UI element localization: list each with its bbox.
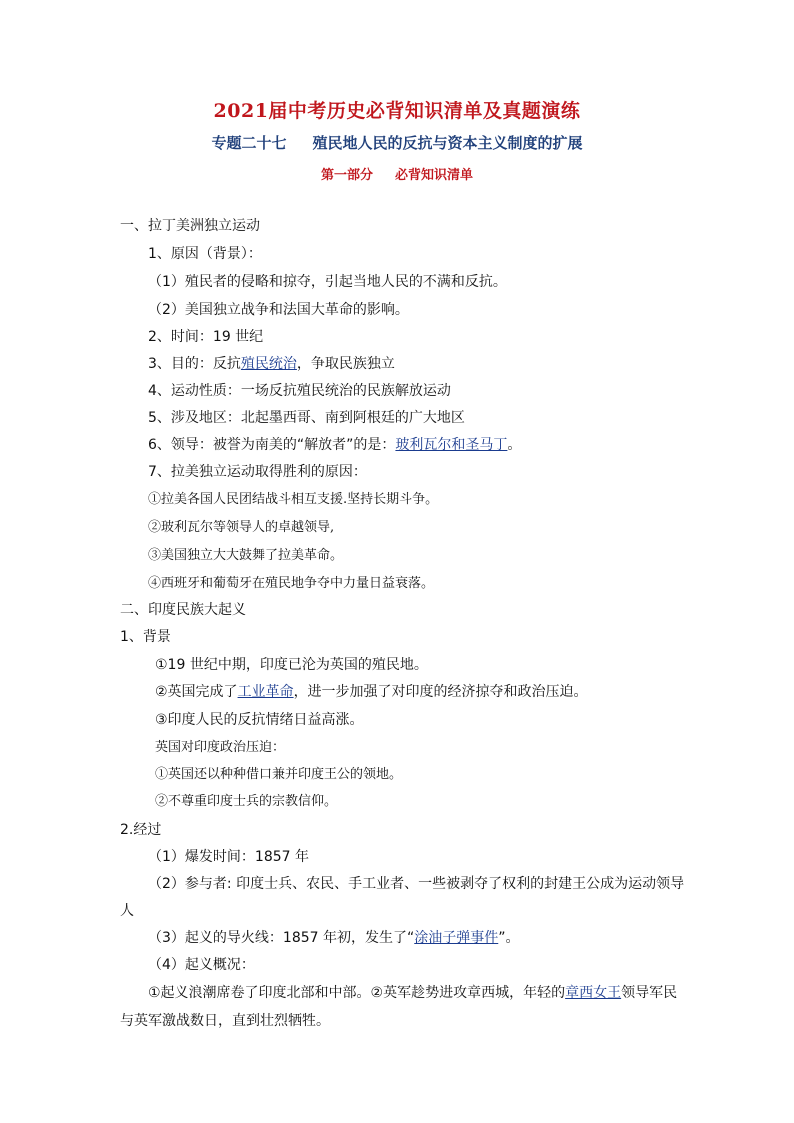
bolivar-san-martin-link[interactable]: 玻利瓦尔和圣马丁	[395, 437, 508, 453]
fuse-text-end: ”。	[498, 930, 520, 946]
oppression-item-1: ①英国还以种种借口兼并印度王公的领地。	[155, 767, 403, 782]
part-name: 必背知识清单	[395, 168, 474, 183]
overview-item	[148, 983, 677, 1003]
purpose-text-end: ，争取民族独立	[296, 356, 395, 372]
reason-item-2: ②玻利瓦尔等领导人的卓越领导,	[148, 520, 335, 535]
topic-name: 殖民地人民的反抗与资本主义制度的扩展	[312, 134, 583, 152]
purpose-text: 3、目的：反抗	[148, 356, 241, 372]
outbreak-item: （1）爆发时间：1857 年	[148, 849, 309, 865]
part-label: 第一部分	[320, 168, 373, 183]
oppression-item-2: ②不尊重印度士兵的宗教信仰。	[155, 794, 338, 809]
topic-subtitle	[0, 132, 794, 153]
time-item: 2、时间：19 世纪	[148, 329, 264, 345]
industrial-revolution-link[interactable]: 工业革命	[237, 684, 294, 700]
reason-item-3: ③美国独立大大鼓舞了拉美革命。	[148, 548, 344, 563]
leader-text: 6、领导：被誉为南美的“解放者”的是：	[148, 437, 396, 453]
course-label: 2.经过	[120, 822, 162, 838]
fuse-text: （3）起义的导火线：1857 年初，发生了“	[148, 930, 415, 946]
overview-text: ①起义浪潮席卷了印度北部和中部。②英军趁势进攻章西城，年轻的	[148, 985, 566, 1001]
purpose-item	[148, 354, 395, 374]
topic-number: 专题二十七	[211, 134, 287, 152]
background-label: 1、背景	[120, 629, 171, 645]
overview-item-cont: 与英军激战数日，直到壮烈牺牲。	[120, 1013, 330, 1029]
cause-label: 1、原因（背景）：	[148, 246, 262, 262]
cause-item-1: （1）殖民者的侵略和掠夺，引起当地人民的不满和反抗。	[148, 274, 507, 290]
reason-item-1: ①拉美各国人民团结战斗相互支援.坚持长期斗争。	[148, 492, 439, 507]
overview-label: （4）起义概况：	[148, 957, 255, 973]
background-item-3: ③印度人民的反抗情绪日益高涨。	[155, 712, 364, 728]
leader-text-end: 。	[507, 437, 522, 453]
greased-cartridge-link[interactable]: 涂油子弹事件	[414, 930, 499, 946]
fuse-item	[148, 928, 520, 948]
cause-item-2: （2）美国独立战争和法国大革命的影响。	[148, 302, 409, 318]
colonial-rule-link[interactable]: 殖民统治	[240, 356, 297, 372]
region-item: 5、涉及地区：北起墨西哥、南到阿根廷的广大地区	[148, 410, 465, 426]
part-heading	[0, 164, 794, 183]
nature-item: 4、运动性质：一场反抗殖民统治的民族解放运动	[148, 383, 451, 399]
rani-of-jhansi-link[interactable]: 章西女王	[565, 985, 622, 1001]
section1-heading: 一、拉丁美洲独立运动	[120, 218, 260, 234]
leader-item	[148, 435, 521, 455]
background-text-end: ，进一步加强了对印度的经济掠夺和政治压迫。	[293, 684, 588, 700]
background-item-1: ①19 世纪中期，印度已沦为英国的殖民地。	[155, 657, 428, 673]
participants-item-cont: 人	[120, 903, 134, 919]
oppression-label: 英国对印度政治压迫：	[155, 740, 286, 755]
reason-item-4: ④西班牙和葡萄牙在殖民地争夺中力量日益衰落。	[148, 576, 435, 591]
section2-heading: 二、印度民族大起义	[120, 602, 246, 618]
reasons-label: 7、拉美独立运动取得胜利的原因：	[148, 464, 367, 480]
overview-text-end: 领导军民	[621, 985, 678, 1001]
document-title: 2021届中考历史必背知识清单及真题演练	[213, 100, 581, 122]
background-item-2	[155, 682, 588, 702]
background-text: ②英国完成了	[155, 684, 238, 700]
participants-item: （2）参与者: 印度士兵、农民、手工业者、一些被剥夺了权利的封建王公成为运动领导	[148, 876, 685, 892]
